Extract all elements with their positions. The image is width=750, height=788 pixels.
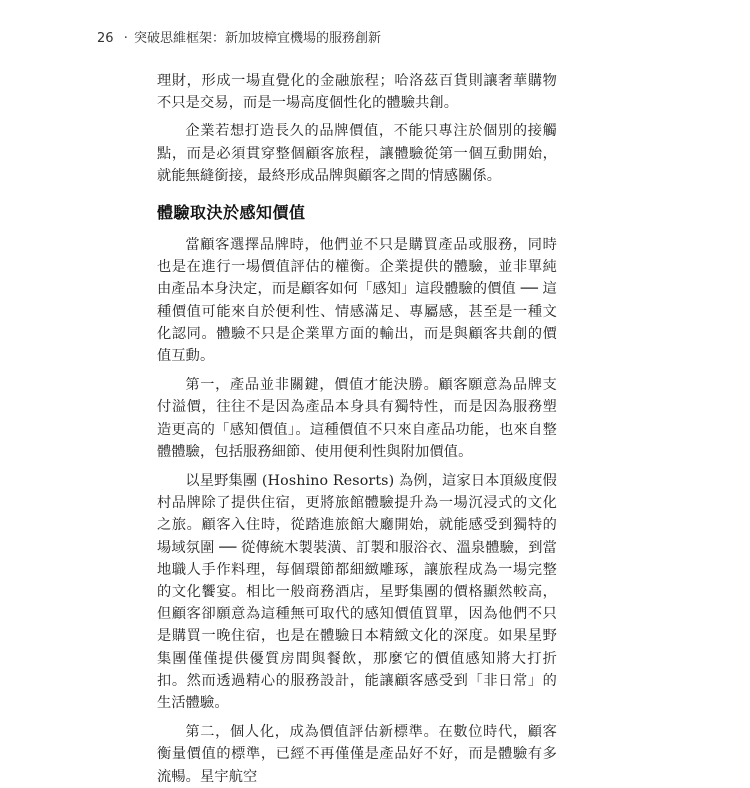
section-heading: 體驗取決於感知價值 — [157, 203, 306, 223]
paragraph: 第一，產品並非關鍵，價值才能決勝。顧客願意為品牌支付溢價，往往不是因為產品本身具有獨特性，而是因為服務塑造更高的「感知價值」。這種價值不只來自產品功能，也來自整體體驗，包括服務細節、使用便利性與附加價值。 — [157, 377, 557, 460]
paragraph: 當顧客選擇品牌時，他們並不只是購買產品或服務，同時也是在進行一場價值評估的權衡。企業提供的體驗，並非單純由產品本身決定，而是顧客如何「感知」這段體驗的價值 ── 這種價值可能來自於便利性、情感滿足、專屬感，甚至是一種文化認同。體驗不只是企業單方面的輸出，而是與顧客共創的價值互動。 — [157, 237, 557, 365]
header-separator: · — [123, 31, 128, 46]
paragraph: 以星野集團 (Hoshino Resorts) 為例，這家日本頂級度假村品牌除了提供住宿，更將旅館體驗提升為一場沉浸式的文化之旅。顧客入住時，從踏進旅館大廳開始，就能感受到獨特的場域氛圍 ── 從傳統木製裝潢、訂製和服浴衣、溫泉體驗，到當地職人手作料理，每個環節都細緻雕琢，讓旅程成為一場完整的文化饗宴。相比一般商務酒店，星野集團的價格顯然較高，但顧客卻願意為這種無可取代的感知價值買單，因為他們不只是購買一晚住宿，也是在體驗日本精緻文化的深度。如果星野集團僅僅提供優質房間與餐飲，那麼它的價值感知將大打折扣。然而透過精心的服務設計，能讓顧客感受到「非日常」的生活體驗。 — [157, 473, 557, 712]
body-text — [157, 70, 557, 788]
book-title: 突破思維框架：新加坡樟宜機場的服務創新 — [133, 31, 381, 46]
paragraph-continued: 理財，形成一場直覺化的金融旅程；哈洛茲百貨則讓奢華購物不只是交易，而是一場高度個性化的體驗共創。 — [157, 73, 557, 112]
paragraph: 企業若想打造長久的品牌價值，不能只專注於個別的接觸點，而是必須貫穿整個顧客旅程，讓體驗從第一個互動開始，就能無縫銜接，最終形成品牌與顧客之間的情感關係。 — [157, 123, 557, 184]
running-header — [97, 28, 657, 50]
page-number: 26 — [97, 31, 114, 46]
paragraph: 第二，個人化，成為價值評估新標準。在數位時代，顧客衡量價值的標準，已經不再僅僅是產品好不好，而是體驗有多流暢。星宇航空 — [157, 724, 557, 785]
